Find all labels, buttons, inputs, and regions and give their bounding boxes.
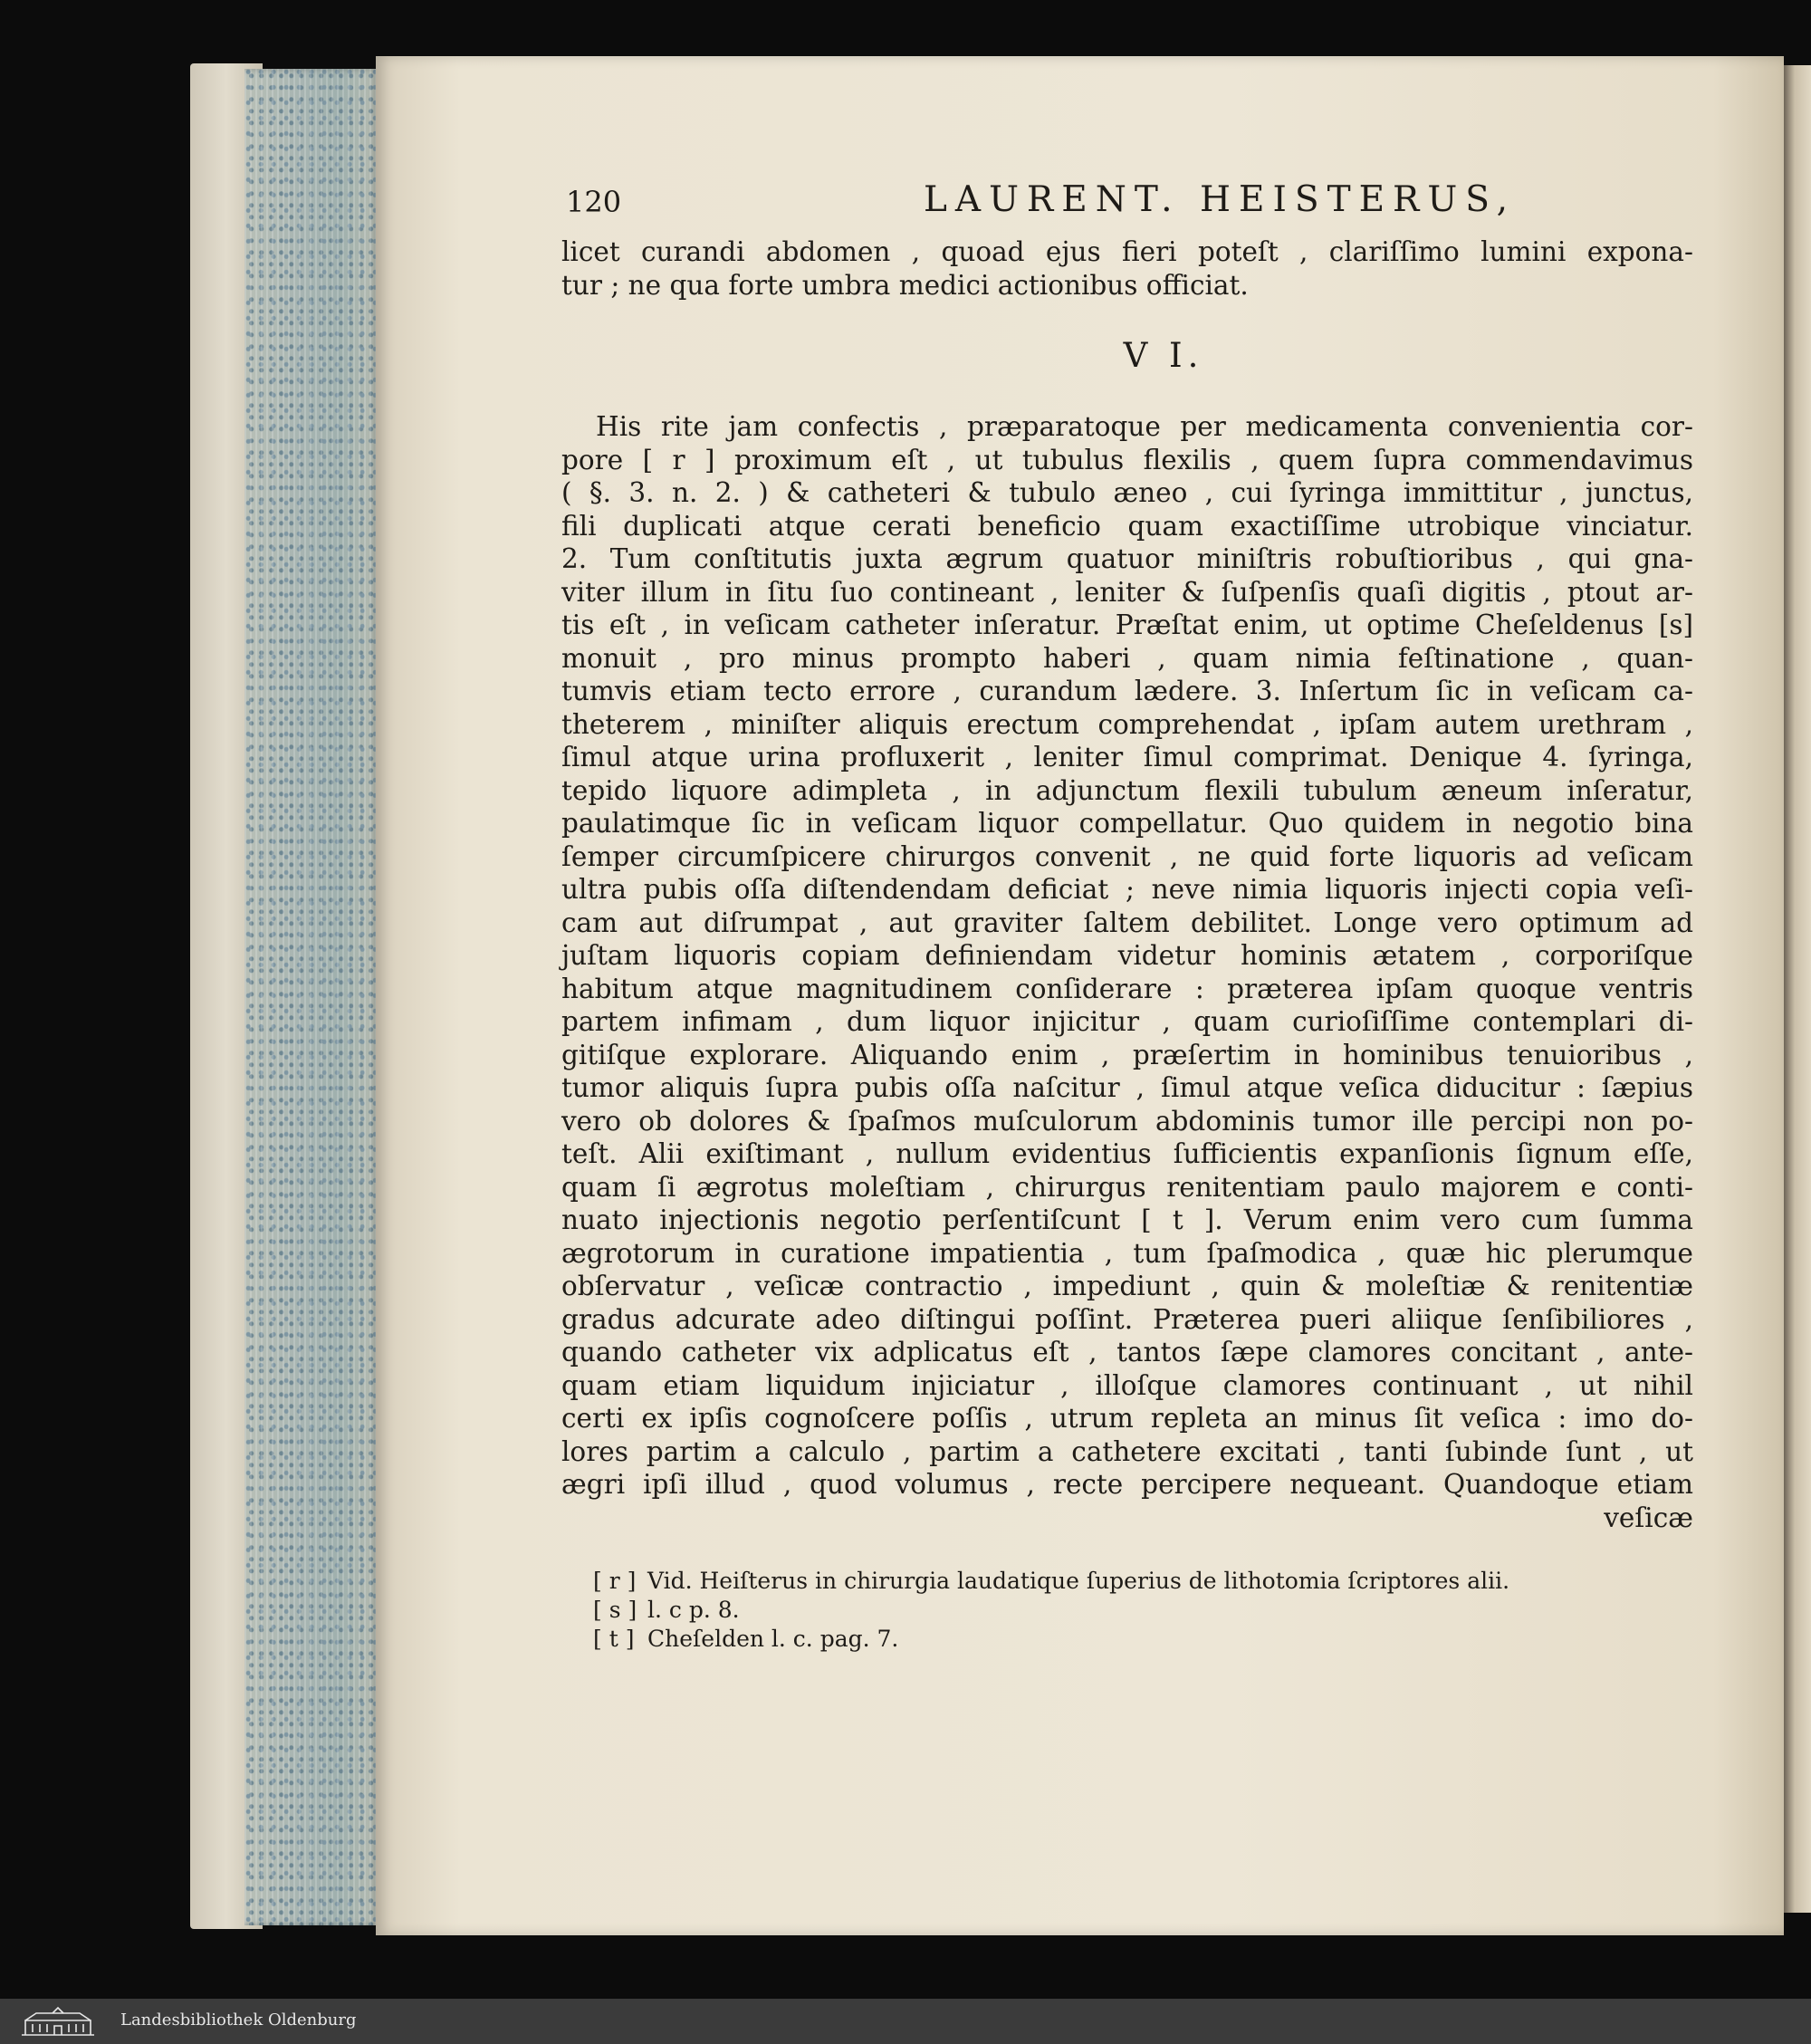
catchword: veſicæ [1604,1502,1693,1533]
footnote-marker: [ t ] [593,1626,635,1652]
text-line: teſt. Alii exiſtimant , nullum evidentius ſufficientis expanſionis ſignum eſſe, [561,1138,1693,1169]
footnotes [593,1567,1693,1654]
text-line: juſtam liquoris copiam definiendam videtur hominis ætatem , corporiſque [561,940,1693,971]
text-line: vero ob dolores & ſpaſmos muſculorum abdominis tumor ille percipi non po- [561,1105,1693,1137]
footnote-text: l. c p. 8. [647,1597,740,1623]
footnote [593,1625,1693,1654]
text-line: 2. Tum conſtitutis juxta ægrum quatuor miniſtris robuſtioribus , qui gna- [561,543,1693,574]
text-line: monuit , pro minus prompto haberi , quam nimia feſtinatione , quan- [561,642,1693,674]
text-line: habitum atque magnitudinem conſiderare : præterea ipſam quoque ventris [561,973,1693,1004]
right-page-edge [1784,65,1811,1913]
body-paragraph [561,410,1693,1502]
text-line: paulatimque ſic in veſicam liquor compellatur. Quo quidem in negotio bina [561,808,1693,839]
intro-paragraph [561,235,1693,302]
text-line: theterem , miniſter aliquis erectum comprehendat , ipſam autem urethram , [561,708,1693,740]
footnote [593,1567,1693,1596]
running-head [561,179,1693,235]
text-line: nuato injectionis negotio perſentiſcunt [ t ]. Verum enim vero cum ſumma [561,1204,1693,1235]
text-line: quam etiam liquidum injiciatur , illoſque clamores continuant , ut nihil [561,1369,1693,1401]
page-text-block [561,179,1693,1654]
library-name: Landesbibliothek Oldenburg [120,2010,357,2030]
text-line: ſemper circumſpicere chirurgos convenit , ne quid forte liquoris ad veſicam [561,840,1693,872]
text-line: obſervatur , veſicæ contractio , impediunt , quin & moleſtiæ & renitentiæ [561,1271,1693,1301]
library-building-icon [18,2006,98,2037]
text-line: lores partim a calculo , partim a cathetere excitati , tanti ſubinde ſunt , ut [561,1435,1693,1467]
text-line: certi ex ipſis cognoſcere poſſis , utrum repleta an minus ſit veſica : imo do- [561,1403,1693,1434]
footnote-marker: [ r ] [593,1568,637,1594]
text-line: licet curandi abdomen , quoad ejus fieri poteſt , clariſſimo lumini expona- [561,236,1693,267]
text-line: ultra pubis oſſa diſtendendam deficiat ; neve nimia liquoris injecti copia veſi- [561,874,1693,905]
page-number: 120 [566,185,622,219]
footnote-text: Vid. Heiſterus in chirurgia laudatique ſuperius de lithotomia ſcriptores alii. [647,1568,1510,1594]
text-line: ( §. 3. n. 2. ) & catheteri & tubulo æneo , cui ſyringa immittitur , junctus, [561,477,1693,508]
footnote-marker: [ s ] [593,1597,637,1623]
text-line: tepido liquore adimpleta , in adjunctum flexili tubulum æneum inſeratur, [561,774,1693,806]
text-line: tur ; ne qua forte umbra medici actionibus officiat. [561,269,1249,301]
text-line: partem infimam , dum liquor injicitur , quam curioſiſſime contemplari di- [561,1006,1693,1037]
text-line: cam aut diſrumpat , aut graviter ſaltem debilitet. Longe vero optimum ad [561,907,1693,938]
text-line: viter illum in ſitu ſuo contineant , leniter & ſuſpenſis quaſi digitis , ptout ar- [561,576,1693,608]
text-line: quando catheter vix adplicatus eſt , tantos ſæpe clamores concitant , ante- [561,1337,1693,1367]
footnote-text: Cheſelden l. c. pag. 7. [647,1626,899,1652]
text-line: gitiſque explorare. Aliquando enim , præſertim in hominibus tenuioribus , [561,1039,1693,1070]
text-line: ægri ipſi illud , quod volumus , recte percipere nequeant. Quandoque etiam [561,1469,1693,1500]
footnote [593,1596,1693,1625]
text-line: gradus adcurate adeo diſtingui poſſint. Præterea pueri aliique ſenſibiliores , [561,1303,1693,1335]
library-footer-bar [0,1999,1811,2044]
text-line: His rite jam confectis , præparatoque per medicamenta convenientia cor- [596,411,1693,442]
text-line: ægrotorum in curatione impatientia , tum ſpaſmodica , quæ hic plerumque [561,1237,1693,1269]
text-line: fili duplicati atque cerati beneficio quam exactiſſime utrobique vinciatur. [561,510,1693,542]
text-line: tis eſt , in veſicam catheter inſeratur. Præſtat enim, ut optime Cheſeldenus [s] [561,609,1693,640]
section-heading: V I. [1123,336,1204,375]
text-line: tumvis etiam tecto errore , curandum lædere. 3. Inſertum ſic in veſicam ca- [561,676,1693,706]
text-line: quam ſi ægrotus moleſtiam , chirurgus renitentiam paulo majorem e conti- [561,1171,1693,1203]
text-line: tumor aliquis ſupra pubis oſſa naſcitur , ſimul atque veſica diducitur : ſæpius [561,1072,1693,1103]
running-title: LAURENT. HEISTERUS, [924,179,1517,220]
text-line: pore [ r ] proximum eſt , ut tubulus flexilis , quem ſupra commendavimus [561,444,1693,475]
page-fore-edge [244,69,380,1925]
text-line: ſimul atque urina profluxerit , leniter ſimul comprimat. Denique 4. ſyringa, [561,742,1693,772]
